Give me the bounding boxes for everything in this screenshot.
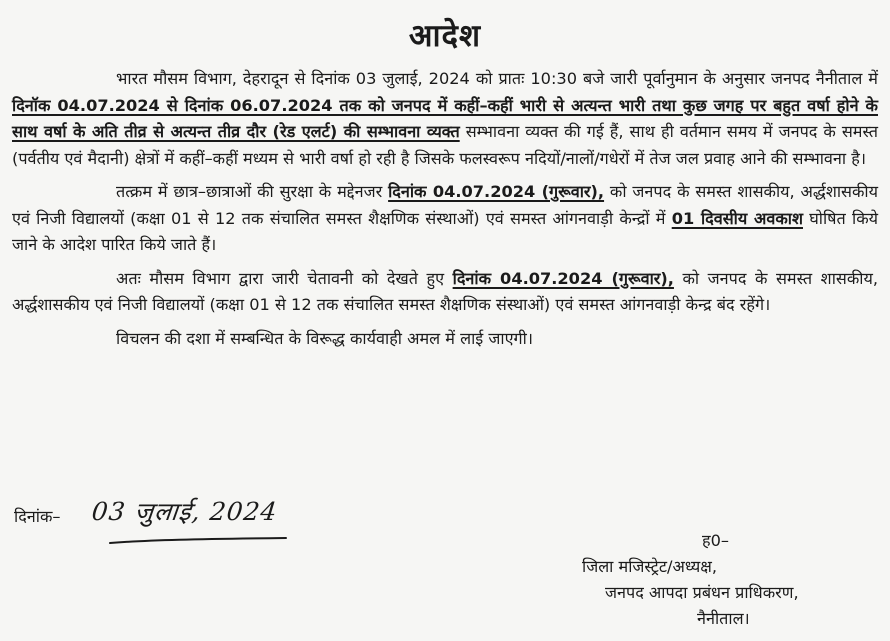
signature-block (582, 528, 872, 632)
signature-designation: जिला मजिस्ट्रेट/अध्यक्ष, (582, 557, 718, 576)
paragraph-text: को जनपद के समस्त शासकीय, अर्द्धशासकीय एवं निजी विद्यालयों (कक्षा 01 से 12 तक संचालित समस्त शैक्षणिक संस्थाओं) एवं समस्त आंगनवाड़ी केन्द्रों में (12, 182, 878, 228)
signature-authority: जनपद आपदा प्रबंधन प्राधिकरण, (605, 583, 799, 602)
paragraph-text: सम्भावना व्यक्त की गई हैं, साथ ही वर्तमान समय में जनपद के समस्त (पर्वतीय एवं मैदानी) क्षेत्रों में कहीं–कहीं मध्यम से भारी वर्षा हो रही है जिसके फलस्वरूप नदियों/नालों/गधेरों में तेज जल प्रवाह आने की सम्भावना है। (12, 122, 878, 168)
underlined-text: दिनांक 04.07.2024 (गुरूवार), (388, 182, 605, 201)
paragraph-3 (12, 266, 878, 319)
paragraph-text: भारत मौसम विभाग, देहरादून से दिनांक 03 जुलाई, 2024 को प्रातः 10:30 बजे जारी पूर्वानुमान के अनुसार जनपद नैनीताल में (116, 69, 878, 88)
paragraph-text: घोषित किये जाने के आदेश पारित किये जाते हैं। (12, 208, 879, 254)
document-body (12, 66, 878, 352)
date-label: दिनांक– (14, 507, 61, 526)
document-title: आदेश (408, 18, 482, 54)
underlined-text: 01 दिवसीय अवकाश (671, 208, 803, 228)
underlined-text: दिनॉक 04.07.2024 से दिनांक 06.07.2024 तक को जनपद में कहीं–कहीं भारी से अत्यन्त भारी तथा कुछ जगह पर बहुत वर्षा होने के साथ वर्षा के अति तीव्र से अत्यन्त तीव्र दौर (रेड एलर्ट) की सम्भावना व्यक्त (12, 95, 878, 141)
paragraph-1 (12, 66, 878, 172)
paragraph-text: विचलन की दशा में सम्बन्धित के विरूद्ध कार्यवाही अमल में लाई जाएगी। (116, 328, 533, 348)
paragraph-text: अतः मौसम विभाग द्वारा जारी चेतावनी को देखते हुए (116, 268, 453, 288)
handwritten-date: 03 जुलाई, 2024 (90, 497, 280, 526)
paragraph-text: को जनपद के समस्त शासकीय, अर्द्धशासकीय एवं निजी विद्यालयों (कक्षा 01 से 12 तक संचालित समस्त शैक्षणिक संस्थाओं) एवं समस्त आंगनवाड़ी केन्द्र बंद रहेंगे। (12, 268, 878, 314)
handwritten-underline (108, 536, 288, 546)
underlined-text: दिनांक 04.07.2024 (गुरूवार), (452, 268, 674, 288)
paragraph-2 (12, 179, 878, 259)
signature-location: नैनीताल। (697, 609, 750, 628)
signature-mark: ह0– (702, 531, 729, 550)
paragraph-4 (12, 326, 878, 353)
paragraph-text: तत्क्रम में छात्र–छात्राओं की सुरक्षा के मद्देनजर (116, 182, 389, 201)
